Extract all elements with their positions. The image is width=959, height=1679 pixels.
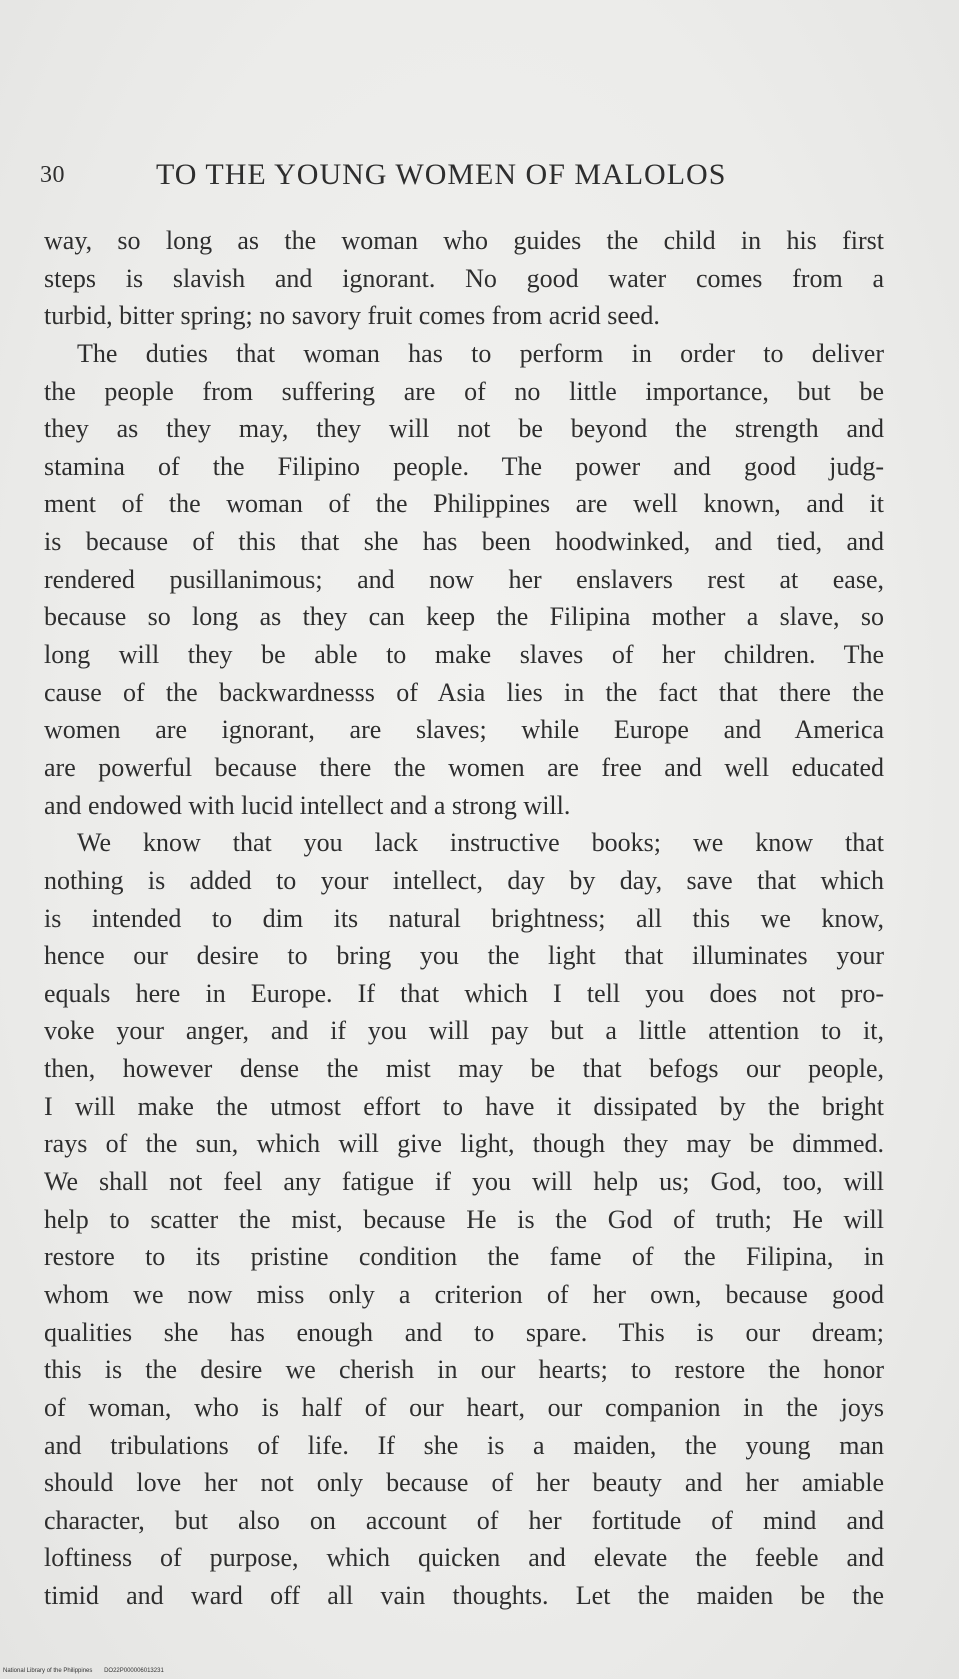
text-line: rays of the sun, which will give light, though they may be dimmed.: [44, 1129, 884, 1159]
text-line: We know that you lack instructive books; we know that: [77, 828, 884, 858]
text-line: steps is slavish and ignorant. No good water comes from a: [44, 263, 884, 293]
text-line: are powerful because there the women are free and well educated: [44, 752, 884, 782]
text-line: women are ignorant, are slaves; while Europe and America: [44, 715, 884, 745]
text-line: way, so long as the woman who guides the child in his first: [44, 226, 884, 255]
running-head: TO THE YOUNG WOMEN OF MALOLOS: [156, 158, 727, 191]
text-line: We shall not feel any fatigue if you will help us; God, too, will: [44, 1167, 884, 1197]
text-line: character, but also on account of her fortitude of mind and: [44, 1505, 884, 1535]
text-line: ment of the woman of the Philippines are well known, and it: [44, 489, 884, 519]
text-line: whom we now miss only a criterion of her own, because good: [44, 1279, 884, 1309]
text-line: equals here in Europe. If that which I tell you does not pro-: [44, 978, 884, 1008]
text-line: this is the desire we cherish in our hearts; to restore the honor: [44, 1355, 884, 1385]
text-line: they as they may, they will not be beyond the strength and: [44, 414, 884, 444]
text-line: help to scatter the mist, because He is the God of truth; He will: [44, 1204, 884, 1234]
body-text: [44, 222, 884, 1615]
text-line: should love her not only because of her beauty and her amiable: [44, 1468, 884, 1498]
text-line: and endowed with lucid intellect and a strong will.: [44, 790, 571, 820]
text-line: of woman, who is half of our heart, our companion in the joys: [44, 1392, 884, 1422]
text-line: timid and ward off all vain thoughts. Let the maiden be the: [44, 1581, 884, 1611]
text-line: and tribulations of life. If she is a maiden, the young man: [44, 1430, 884, 1460]
text-line: cause of the backwardnesss of Asia lies in the fact that there the: [44, 677, 884, 707]
text-line: the people from suffering are of no little importance, but be: [44, 376, 884, 406]
text-line: turbid, bitter spring; no savory fruit comes from acrid seed.: [44, 301, 660, 331]
text-line: stamina of the Filipino people. The power and good judg-: [44, 451, 884, 481]
scan-footer: [3, 1668, 164, 1674]
text-line: because so long as they can keep the Filipina mother a slave, so: [44, 602, 884, 632]
text-line: then, however dense the mist may be that befogs our people,: [44, 1054, 884, 1084]
text-line: long will they be able to make slaves of her children. The: [44, 640, 884, 670]
text-line: I will make the utmost effort to have it dissipated by the bright: [44, 1091, 884, 1121]
text-line: The duties that woman has to perform in order to deliver: [77, 338, 884, 368]
footer-library: National Library of the Philippines: [3, 1668, 93, 1674]
text-line: loftiness of purpose, which quicken and elevate the feeble and: [44, 1543, 884, 1573]
text-line: rendered pusillanimous; and now her enslavers rest at ease,: [44, 564, 884, 594]
footer-identifier: DO22P000006013231: [104, 1668, 164, 1674]
text-line: is intended to dim its natural brightness; all this we know,: [44, 903, 884, 933]
text-line: voke your anger, and if you will pay but a little attention to it,: [44, 1016, 884, 1046]
text-line: restore to its pristine condition the fame of the Filipina, in: [44, 1242, 884, 1272]
text-line: is because of this that she has been hoodwinked, and tied, and: [44, 527, 884, 557]
page-header: [40, 158, 920, 198]
page-number: 30: [40, 162, 65, 188]
text-line: nothing is added to your intellect, day by day, save that which: [44, 865, 884, 895]
text-line: hence our desire to bring you the light that illuminates your: [44, 941, 884, 971]
text-line: qualities she has enough and to spare. This is our dream;: [44, 1317, 884, 1347]
